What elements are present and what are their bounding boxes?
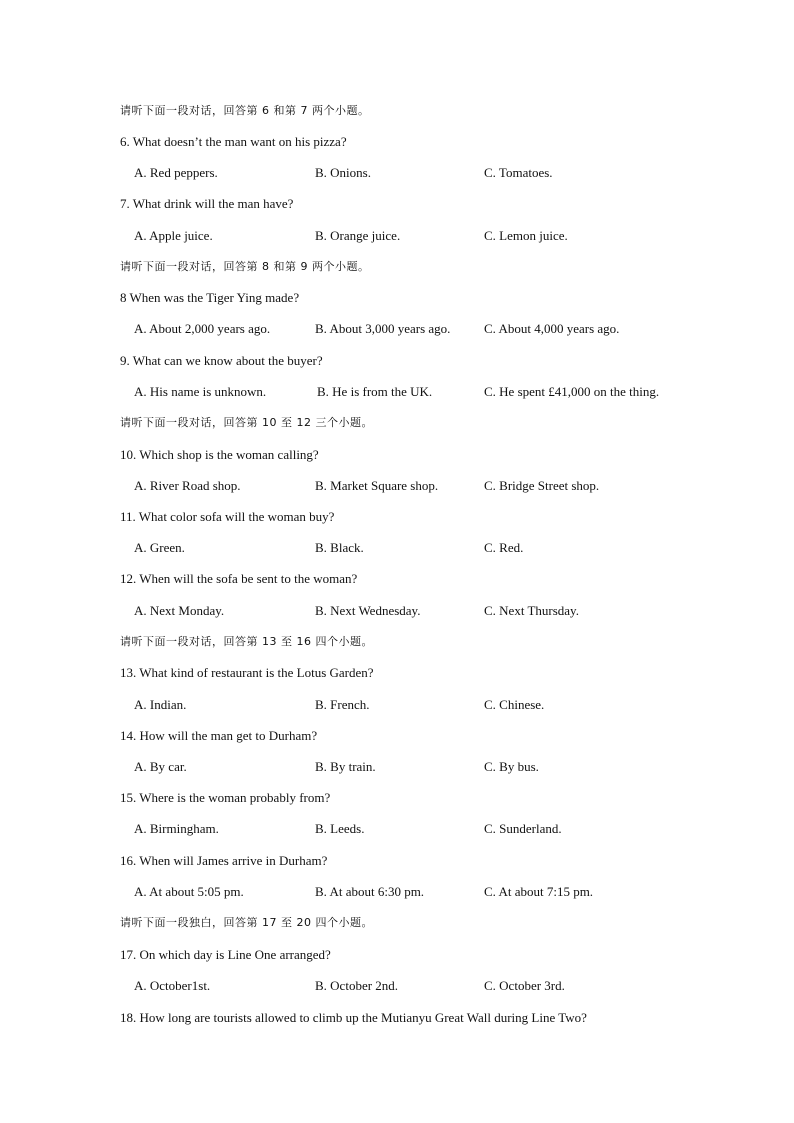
question-13: 13. What kind of restaurant is the Lotus Garden? xyxy=(120,665,374,680)
option-12c: C. Next Thursday. xyxy=(484,603,579,618)
option-16c: C. At about 7:15 pm. xyxy=(484,884,594,899)
section-instruction: 请听下面一段对话，回答第 8 和第 9 两个小题。 xyxy=(120,260,370,273)
section-instruction: 请听下面一段对话，回答第 10 至 12 三个小题。 xyxy=(120,416,373,429)
option-9a: A. His name is unknown. xyxy=(134,384,267,399)
option-12a: A. Next Monday. xyxy=(134,603,225,618)
question-8: 8 When was the Tiger Ying made? xyxy=(120,290,300,305)
option-14a: A. By car. xyxy=(134,759,187,774)
question-12: 12. When will the sofa be sent to the woman? xyxy=(120,571,358,586)
question-17: 17. On which day is Line One arranged? xyxy=(120,947,331,962)
option-15c: C. Sunderland. xyxy=(484,821,562,836)
question-16: 16. When will James arrive in Durham? xyxy=(120,853,328,868)
option-16a: A. At about 5:05 pm. xyxy=(134,884,244,899)
question-18: 18. How long are tourists allowed to climb up the Mutianyu Great Wall during Line Two? xyxy=(120,1010,587,1025)
question-14: 14. How will the man get to Durham? xyxy=(120,728,318,743)
question-10: 10. Which shop is the woman calling? xyxy=(120,447,319,462)
option-13b: B. French. xyxy=(315,697,370,712)
option-15a: A. Birmingham. xyxy=(134,821,219,836)
option-7a: A. Apple juice. xyxy=(134,228,213,243)
option-13c: C. Chinese. xyxy=(484,697,545,712)
option-15b: B. Leeds. xyxy=(315,821,365,836)
option-17a: A. October1st. xyxy=(134,978,211,993)
section-instruction: 请听下面一段独白，回答第 17 至 20 四个小题。 xyxy=(120,916,373,929)
option-8c: C. About 4,000 years ago. xyxy=(484,321,620,336)
option-17c: C. October 3rd. xyxy=(484,978,565,993)
option-10a: A. River Road shop. xyxy=(134,478,241,493)
option-10c: C. Bridge Street shop. xyxy=(484,478,600,493)
option-7b: B. Orange juice. xyxy=(315,228,401,243)
section-instruction: 请听下面一段对话，回答第 6 和第 7 两个小题。 xyxy=(120,104,370,117)
option-8a: A. About 2,000 years ago. xyxy=(134,321,271,336)
option-17b: B. October 2nd. xyxy=(315,978,399,993)
option-10b: B. Market Square shop. xyxy=(315,478,439,493)
option-14b: B. By train. xyxy=(315,759,376,774)
option-9b: B. He is from the UK. xyxy=(317,384,433,399)
option-9c: C. He spent £41,000 on the thing. xyxy=(484,384,660,399)
option-11c: C. Red. xyxy=(484,540,524,555)
option-6c: C. Tomatoes. xyxy=(484,165,553,180)
option-13a: A. Indian. xyxy=(134,697,187,712)
option-16b: B. At about 6:30 pm. xyxy=(315,884,425,899)
question-9: 9. What can we know about the buyer? xyxy=(120,353,323,368)
option-14c: C. By bus. xyxy=(484,759,539,774)
question-11: 11. What color sofa will the woman buy? xyxy=(120,509,335,524)
option-7c: C. Lemon juice. xyxy=(484,228,568,243)
section-instruction: 请听下面一段对话，回答第 13 至 16 四个小题。 xyxy=(120,635,373,648)
question-6: 6. What doesn’t the man want on his pizza? xyxy=(120,134,347,149)
question-7: 7. What drink will the man have? xyxy=(120,196,294,211)
option-11a: A. Green. xyxy=(134,540,185,555)
question-15: 15. Where is the woman probably from? xyxy=(120,790,331,805)
option-8b: B. About 3,000 years ago. xyxy=(315,321,451,336)
option-12b: B. Next Wednesday. xyxy=(315,603,421,618)
option-6a: A. Red peppers. xyxy=(134,165,218,180)
option-6b: B. Onions. xyxy=(315,165,371,180)
option-11b: B. Black. xyxy=(315,540,364,555)
